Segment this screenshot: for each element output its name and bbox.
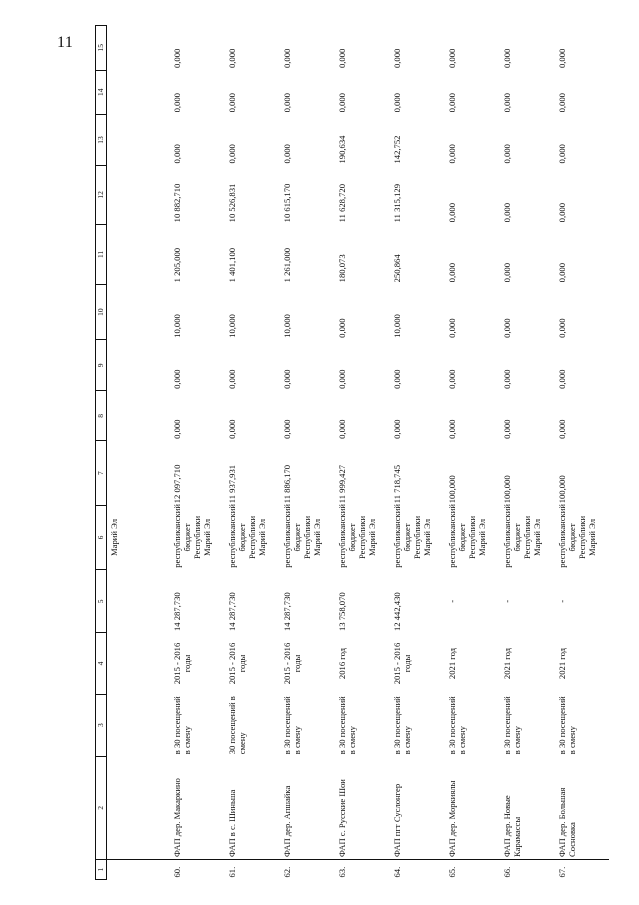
period: 2015 - 2016 годы: [226, 642, 247, 685]
value-col11: 250,864: [391, 254, 402, 283]
value-col7: 11 886,170: [281, 464, 292, 504]
value-col9: 0,000: [171, 369, 182, 389]
capacity: в 30 посещений в смену: [336, 696, 357, 755]
value-col8: 0,000: [391, 419, 402, 439]
row-number: 60.: [169, 860, 224, 880]
table-row: [499, 26, 554, 880]
estimated-cost: 13 758,070: [336, 592, 347, 631]
value-col11: 1 205,000: [171, 247, 182, 283]
table-row: [224, 26, 279, 880]
col-header: 1: [96, 860, 107, 880]
facility-name: ФАП в с. Шиньша: [226, 789, 237, 858]
value-col12: 0,000: [556, 203, 567, 223]
value-col15: 0,000: [171, 48, 182, 69]
capacity: 30 посещений в смену: [226, 696, 247, 755]
value-col10: 0,000: [336, 318, 347, 338]
col-header: 6: [96, 505, 107, 569]
value-col13: 0,000: [556, 144, 567, 164]
funding-source: республиканский бюджет Республики Марий Эл: [226, 504, 267, 568]
period: 2016 год: [336, 647, 347, 680]
table-row: [279, 26, 334, 880]
value-col14: 0,000: [336, 93, 347, 113]
value-col15: 0,000: [501, 48, 512, 69]
col-header: 5: [96, 570, 107, 633]
col-header: 12: [96, 166, 107, 225]
value-col7: 100,000: [446, 475, 457, 504]
value-col7: 11 718,745: [391, 464, 402, 504]
column-number-row: [96, 26, 107, 880]
funding-source: республиканский бюджет Республики Марий Эл: [446, 504, 487, 568]
row-number: 63.: [334, 860, 389, 880]
funding-source: республиканский бюджет Республики Марий Эл: [501, 504, 542, 568]
value-col15: 0,000: [556, 48, 567, 69]
value-col8: 0,000: [336, 419, 347, 439]
table-row: [389, 26, 444, 880]
funding-source: республиканский бюджет Республики Марий Эл: [281, 504, 322, 568]
estimated-cost: -: [446, 599, 457, 603]
row-number: 65.: [444, 860, 499, 880]
value-col7: 100,000: [501, 475, 512, 504]
value-col15: 0,000: [281, 48, 292, 69]
col-header: 11: [96, 224, 107, 284]
capacity: в 30 посещений в смену: [556, 696, 577, 755]
period: 2015 - 2016 годы: [171, 642, 192, 685]
capacity: в 30 посещений в смену: [446, 696, 467, 755]
col-header: 15: [96, 26, 107, 71]
carryover-text: Марий Эл: [109, 519, 119, 556]
value-col8: 0,000: [171, 419, 182, 439]
period: 2021 год: [446, 647, 457, 680]
funding-source: республиканский бюджет Республики Марий Эл: [556, 504, 597, 568]
value-col14: 0,000: [226, 93, 237, 113]
estimated-cost: 14 287,730: [226, 592, 237, 631]
period: 2015 - 2016 годы: [391, 642, 412, 685]
value-col8: 0,000: [281, 419, 292, 439]
value-col12: 10 615,170: [281, 183, 292, 223]
funding-source: республиканский бюджет Республики Марий Эл: [171, 504, 212, 568]
value-col10: 10,000: [226, 314, 237, 338]
rotated-table-page: [95, 25, 618, 880]
value-col15: 0,000: [391, 48, 402, 69]
value-col8: 0,000: [446, 419, 457, 439]
value-col10: 10,000: [171, 314, 182, 338]
value-col13: 142,752: [391, 135, 402, 164]
value-col7: 12 097,710: [171, 464, 182, 504]
col-header: 8: [96, 391, 107, 441]
facility-name: ФАП дер. Апшайка: [281, 785, 292, 858]
value-col11: 0,000: [556, 262, 567, 283]
value-col15: 0,000: [446, 48, 457, 69]
value-col9: 0,000: [501, 369, 512, 389]
value-col12: 11 315,129: [391, 183, 402, 223]
capacity: в 30 посещений в смену: [281, 696, 302, 755]
value-col13: 0,000: [281, 144, 292, 164]
capacity: в 30 посещений в смену: [501, 696, 522, 755]
table-row: [334, 26, 389, 880]
value-col11: 1 401,100: [226, 247, 237, 283]
value-col11: 0,000: [446, 262, 457, 283]
value-col13: 0,000: [446, 144, 457, 164]
value-col9: 0,000: [446, 369, 457, 389]
facility-name: ФАП дер. Новые Карамассы: [501, 795, 522, 858]
value-col8: 0,000: [226, 419, 237, 439]
value-col13: 190,634: [336, 135, 347, 164]
funding-source: республиканский бюджет Республики Марий Эл: [391, 504, 432, 568]
value-col12: 0,000: [446, 203, 457, 223]
page-number: 11: [57, 34, 74, 51]
col-header: 7: [96, 441, 107, 505]
value-col14: 0,000: [446, 93, 457, 113]
table-row: [444, 26, 499, 880]
facility-name: ФАП пгт Суслонгер: [391, 783, 402, 858]
value-col10: 10,000: [281, 314, 292, 338]
value-col10: 0,000: [556, 318, 567, 338]
period: 2021 год: [556, 647, 567, 680]
value-col13: 0,000: [171, 144, 182, 164]
value-col11: 0,000: [501, 262, 512, 283]
estimated-cost: 14 287,730: [281, 592, 292, 631]
value-col10: 0,000: [446, 318, 457, 338]
capacity: в 30 посещений в смену: [171, 696, 192, 755]
col-header: 13: [96, 114, 107, 165]
value-col7: 100,000: [556, 475, 567, 504]
value-col13: 0,000: [226, 144, 237, 164]
value-col14: 0,000: [556, 93, 567, 113]
capacity: в 30 посещений в смену: [391, 696, 412, 755]
value-col9: 0,000: [336, 369, 347, 389]
row-number: 64.: [389, 860, 444, 880]
col-header: 4: [96, 633, 107, 694]
period: 2015 - 2016 годы: [281, 642, 302, 685]
carryover-row: [107, 26, 169, 880]
value-col12: 0,000: [501, 203, 512, 223]
row-number: 67.: [554, 860, 609, 880]
col-header: 10: [96, 284, 107, 340]
col-header: 14: [96, 70, 107, 114]
value-col12: 10 526,831: [226, 183, 237, 223]
value-col11: 1 261,000: [281, 247, 292, 283]
facility-name: ФАП дер. Макаркино: [171, 778, 182, 858]
estimated-cost: -: [556, 599, 567, 603]
value-col14: 0,000: [281, 93, 292, 113]
value-col7: 11 937,931: [226, 464, 237, 504]
value-col9: 0,000: [281, 369, 292, 389]
facilities-table: [95, 25, 609, 880]
row-number: 62.: [279, 860, 334, 880]
row-number: 61.: [224, 860, 279, 880]
table-row: [554, 26, 609, 880]
col-header: 9: [96, 340, 107, 391]
period: 2021 год: [501, 647, 512, 680]
col-header: 2: [96, 756, 107, 859]
value-col10: 0,000: [501, 318, 512, 338]
funding-source: республиканский бюджет Республики Марий Эл: [336, 504, 377, 568]
table-row: [169, 26, 224, 880]
value-col9: 0,000: [556, 369, 567, 389]
value-col10: 10,000: [391, 314, 402, 338]
facility-name: ФАП дер. Моркиялы: [446, 780, 457, 858]
value-col9: 0,000: [226, 369, 237, 389]
col-header: 3: [96, 694, 107, 756]
value-col8: 0,000: [501, 419, 512, 439]
value-col11: 180,073: [336, 254, 347, 283]
value-col12: 11 628,720: [336, 183, 347, 223]
estimated-cost: 14 287,730: [171, 592, 182, 631]
estimated-cost: -: [501, 599, 512, 603]
facility-name: ФАП с. Русские Шои: [336, 779, 347, 858]
value-col13: 0,000: [501, 144, 512, 164]
row-number: 66.: [499, 860, 554, 880]
value-col7: 11 999,427: [336, 464, 347, 504]
value-col15: 0,000: [226, 48, 237, 69]
value-col14: 0,000: [391, 93, 402, 113]
value-col14: 0,000: [501, 93, 512, 113]
value-col8: 0,000: [556, 419, 567, 439]
facility-name: ФАП дер. Большая Сосновка: [556, 787, 577, 858]
value-col14: 0,000: [171, 93, 182, 113]
value-col9: 0,000: [391, 369, 402, 389]
estimated-cost: 12 442,430: [391, 592, 402, 631]
value-col15: 0,000: [336, 48, 347, 69]
value-col12: 10 882,710: [171, 183, 182, 223]
